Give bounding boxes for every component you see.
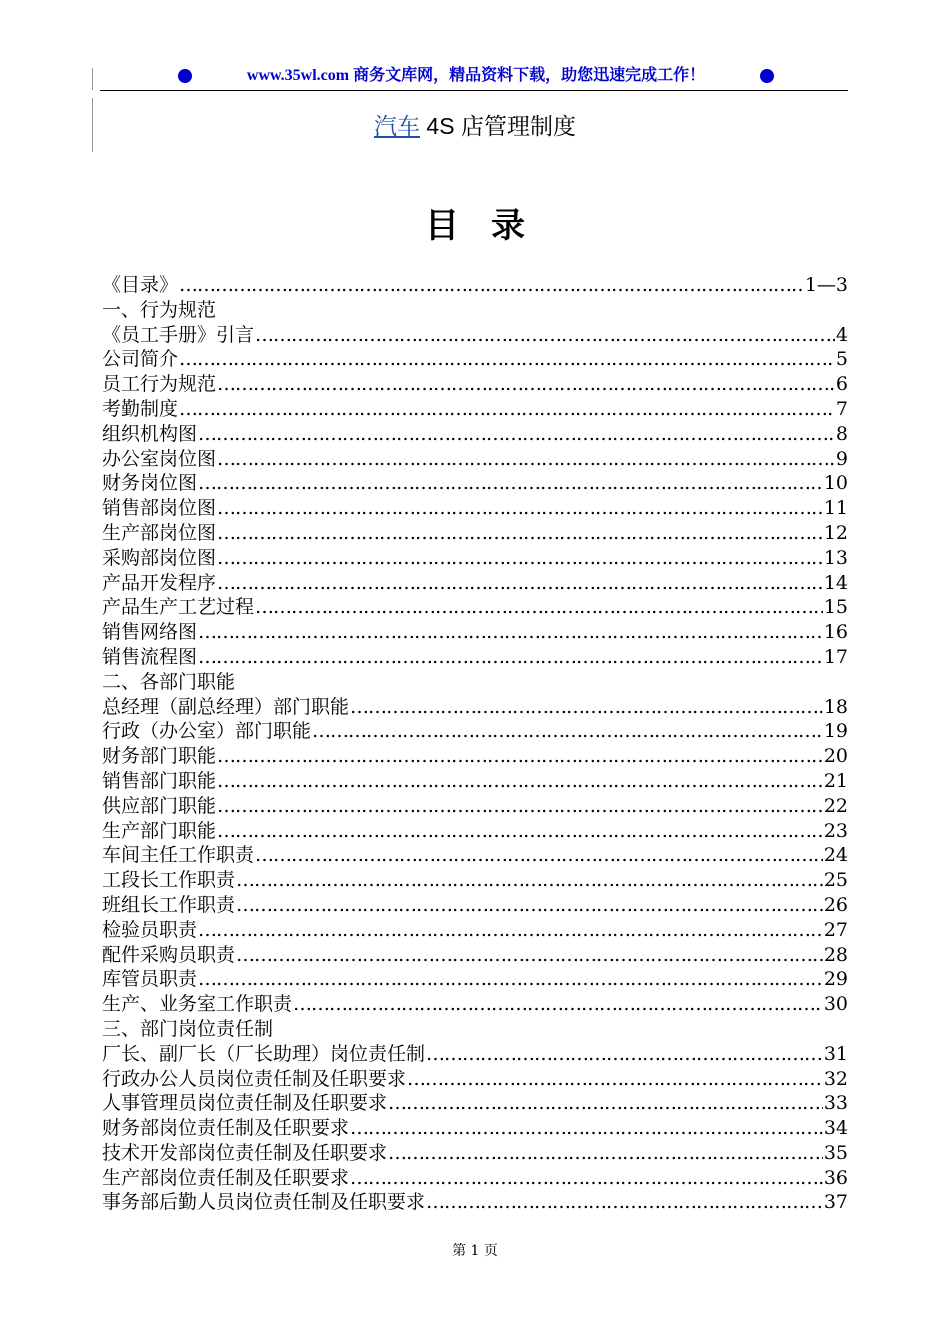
- toc-page-number: 29: [823, 968, 848, 991]
- toc-entry-label: 库管员职责: [102, 968, 198, 991]
- toc-page-number: 14: [823, 571, 848, 594]
- toc-entry[interactable]: [102, 620, 848, 645]
- toc-page-number: 18: [823, 695, 848, 718]
- page-number: 第 1 页: [452, 1243, 498, 1259]
- title-text: 4S 店管理制度: [426, 113, 576, 139]
- toc-leader-dots: [350, 1166, 823, 1191]
- toc-leader-dots: [426, 1190, 823, 1215]
- toc-entry[interactable]: [102, 496, 848, 521]
- toc-page-number: 4: [835, 323, 848, 346]
- toc-heading: 目录: [425, 206, 557, 246]
- toc-page-number: 16: [823, 621, 848, 644]
- toc-entry[interactable]: [102, 1091, 848, 1116]
- toc-entry[interactable]: [102, 1141, 848, 1166]
- toc-entry[interactable]: [102, 422, 848, 447]
- title-link[interactable]: 汽车: [374, 113, 421, 139]
- toc-leader-dots: [236, 868, 823, 893]
- bullet-icon: [760, 69, 774, 83]
- toc-leader-dots: [198, 967, 823, 992]
- toc-leader-dots: [217, 372, 835, 397]
- toc-entry[interactable]: [102, 967, 848, 992]
- left-margin-line-top: [92, 68, 93, 90]
- toc-page-number: 5: [835, 348, 848, 371]
- toc-page-number: 11: [823, 497, 848, 520]
- toc-page-number: 26: [823, 893, 848, 916]
- document-title: [0, 110, 950, 142]
- banner-text[interactable]: www.35wl.com 商务文库网，精品资料下载，助您迅速完成工作！: [246, 67, 706, 84]
- toc-entry[interactable]: [102, 645, 848, 670]
- toc-leader-dots: [217, 546, 823, 571]
- toc-page-number: 23: [823, 819, 848, 842]
- toc-entry[interactable]: [102, 992, 848, 1017]
- toc-page-number: 8: [835, 422, 848, 445]
- toc-leader-dots: [179, 273, 804, 298]
- toc-entry-label: 事务部后勤人员岗位责任制及任职要求: [102, 1191, 426, 1214]
- toc-entry[interactable]: [102, 819, 848, 844]
- toc-page-number: 7: [835, 397, 848, 420]
- toc-page-number: 17: [823, 645, 848, 668]
- toc-entry[interactable]: [102, 571, 848, 596]
- toc-section-heading: [102, 1017, 848, 1042]
- toc-leader-dots: [407, 1067, 823, 1092]
- toc-leader-dots: [198, 918, 823, 943]
- toc-entry-label: 人事管理员岗位责任制及任职要求: [102, 1092, 388, 1115]
- toc-entry-label: 员工行为规范: [102, 373, 217, 396]
- header-divider: [100, 90, 848, 91]
- toc-page-number: 21: [823, 769, 848, 792]
- toc-entry-label: 采购部岗位图: [102, 546, 217, 569]
- toc-page-number: 15: [823, 596, 848, 619]
- toc-entry[interactable]: [102, 1067, 848, 1092]
- toc-leader-dots: [217, 496, 823, 521]
- toc-leader-dots: [255, 843, 823, 868]
- toc-entry-label: 考勤制度: [102, 397, 179, 420]
- toc-leader-dots: [426, 1042, 823, 1067]
- toc-entry-label: 配件采购员职责: [102, 943, 236, 966]
- toc-leader-dots: [350, 695, 823, 720]
- toc-page-number: 25: [823, 869, 848, 892]
- toc-entry[interactable]: [102, 719, 848, 744]
- toc-entry-label: 行政（办公室）部门职能: [102, 720, 312, 743]
- toc-page-number: 36: [823, 1166, 848, 1189]
- toc-entry[interactable]: [102, 744, 848, 769]
- toc-entry-label: 车间主任工作职责: [102, 844, 255, 867]
- toc-entry-label: 办公室岗位图: [102, 447, 217, 470]
- toc-page-number: 20: [823, 745, 848, 768]
- toc-page-number: 31: [823, 1042, 848, 1065]
- toc-leader-dots: [236, 893, 823, 918]
- toc-entry[interactable]: [102, 1116, 848, 1141]
- toc-entry[interactable]: [102, 843, 848, 868]
- toc-entry[interactable]: [102, 595, 848, 620]
- toc-entry[interactable]: [102, 794, 848, 819]
- toc-leader-dots: [350, 1116, 823, 1141]
- toc-page-number: 19: [823, 720, 848, 743]
- toc-entry-label: 《员工手册》引言: [102, 323, 255, 346]
- toc-leader-dots: [388, 1141, 823, 1166]
- toc-entry[interactable]: [102, 1042, 848, 1067]
- toc-entry[interactable]: [102, 397, 848, 422]
- toc-entry-label: 行政办公人员岗位责任制及任职要求: [102, 1067, 407, 1090]
- toc-entry-label: 组织机构图: [102, 422, 198, 445]
- toc-page-number: 30: [823, 993, 848, 1016]
- toc-entry-label: 总经理（副总经理）部门职能: [102, 695, 350, 718]
- toc-entry[interactable]: [102, 918, 848, 943]
- toc-entry[interactable]: [102, 769, 848, 794]
- toc-entry[interactable]: [102, 868, 848, 893]
- toc-entry-label: 班组长工作职责: [102, 893, 236, 916]
- toc-leader-dots: [217, 571, 823, 596]
- toc-page-number: 32: [823, 1067, 848, 1090]
- toc-section-heading: [102, 670, 848, 695]
- toc-entry[interactable]: [102, 273, 848, 298]
- toc-entry[interactable]: [102, 546, 848, 571]
- bullet-icon: [178, 69, 192, 83]
- toc-entry-label: 销售部门职能: [102, 769, 217, 792]
- toc-page-number: 34: [823, 1117, 848, 1140]
- toc-page-number: 6: [835, 373, 848, 396]
- toc-entry[interactable]: [102, 943, 848, 968]
- toc-leader-dots: [217, 769, 823, 794]
- toc-entry-label: 财务部岗位责任制及任职要求: [102, 1117, 350, 1140]
- toc-entry-label: 技术开发部岗位责任制及任职要求: [102, 1141, 388, 1164]
- toc-page-number: 27: [823, 918, 848, 941]
- toc-leader-dots: [388, 1091, 823, 1116]
- toc-leader-dots: [255, 323, 835, 348]
- toc-entry-label: 财务部门职能: [102, 745, 217, 768]
- toc-leader-dots: [179, 397, 835, 422]
- toc-leader-dots: [198, 471, 823, 496]
- toc-entry-label: 销售网络图: [102, 621, 198, 644]
- header-banner[interactable]: [178, 64, 774, 88]
- toc-leader-dots: [198, 645, 823, 670]
- toc-leader-dots: [179, 347, 835, 372]
- toc-entry[interactable]: [102, 372, 848, 397]
- toc-leader-dots: [255, 595, 823, 620]
- toc-page-number: 28: [823, 943, 848, 966]
- toc-leader-dots: [198, 422, 835, 447]
- toc-leader-dots: [217, 447, 835, 472]
- toc-entry-label: 销售流程图: [102, 645, 198, 668]
- toc-page-number: 37: [823, 1191, 848, 1214]
- toc-page-number: 9: [835, 447, 848, 470]
- toc-page-number: 22: [823, 794, 848, 817]
- toc-entry[interactable]: [102, 1166, 848, 1191]
- toc-entry[interactable]: [102, 323, 848, 348]
- toc-entry[interactable]: [102, 1190, 848, 1215]
- toc-entry[interactable]: [102, 521, 848, 546]
- toc-entry[interactable]: [102, 447, 848, 472]
- toc-entry-label: 《目录》: [102, 274, 179, 296]
- toc-page-number: 24: [823, 844, 848, 867]
- toc-leader-dots: [217, 521, 823, 546]
- toc-section-heading: [102, 298, 848, 323]
- toc-entry-label: 厂长、副厂长（厂长助理）岗位责任制: [102, 1042, 426, 1065]
- toc-leader-dots: [293, 992, 823, 1017]
- toc-leader-dots: [217, 744, 823, 769]
- toc-entry-label: 公司简介: [102, 348, 179, 371]
- toc-leader-dots: [236, 943, 823, 968]
- toc-entry-label: 二、各部门职能: [102, 670, 236, 693]
- toc-entry-label: 供应部门职能: [102, 794, 217, 817]
- toc-page-number: 1—3: [804, 274, 848, 296]
- toc-entry[interactable]: [102, 695, 848, 720]
- toc-entry-label: 三、部门岗位责任制: [102, 1017, 274, 1040]
- table-of-contents: [102, 273, 848, 1215]
- toc-entry-label: 生产、业务室工作职责: [102, 993, 293, 1016]
- toc-entry-label: 产品开发程序: [102, 571, 217, 594]
- toc-entry-label: 生产部岗位责任制及任职要求: [102, 1166, 350, 1189]
- toc-leader-dots: [312, 719, 823, 744]
- toc-entry[interactable]: [102, 471, 848, 496]
- toc-entry[interactable]: [102, 347, 848, 372]
- toc-entry-label: 检验员职责: [102, 918, 198, 941]
- toc-leader-dots: [198, 620, 823, 645]
- toc-entry[interactable]: [102, 893, 848, 918]
- toc-page-number: 13: [823, 546, 848, 569]
- toc-entry-label: 销售部岗位图: [102, 497, 217, 520]
- toc-entry-label: 一、行为规范: [102, 298, 217, 321]
- toc-page-number: 33: [823, 1092, 848, 1115]
- toc-page-number: 12: [823, 521, 848, 544]
- toc-page-number: 35: [823, 1141, 848, 1164]
- toc-entry-label: 产品生产工艺过程: [102, 596, 255, 619]
- toc-leader-dots: [217, 819, 823, 844]
- toc-entry-label: 生产部岗位图: [102, 521, 217, 544]
- toc-page-number: 10: [823, 472, 848, 495]
- toc-entry-label: 生产部门职能: [102, 819, 217, 842]
- toc-entry-label: 工段长工作职责: [102, 869, 236, 892]
- toc-entry-label: 财务岗位图: [102, 472, 198, 495]
- toc-leader-dots: [217, 794, 823, 819]
